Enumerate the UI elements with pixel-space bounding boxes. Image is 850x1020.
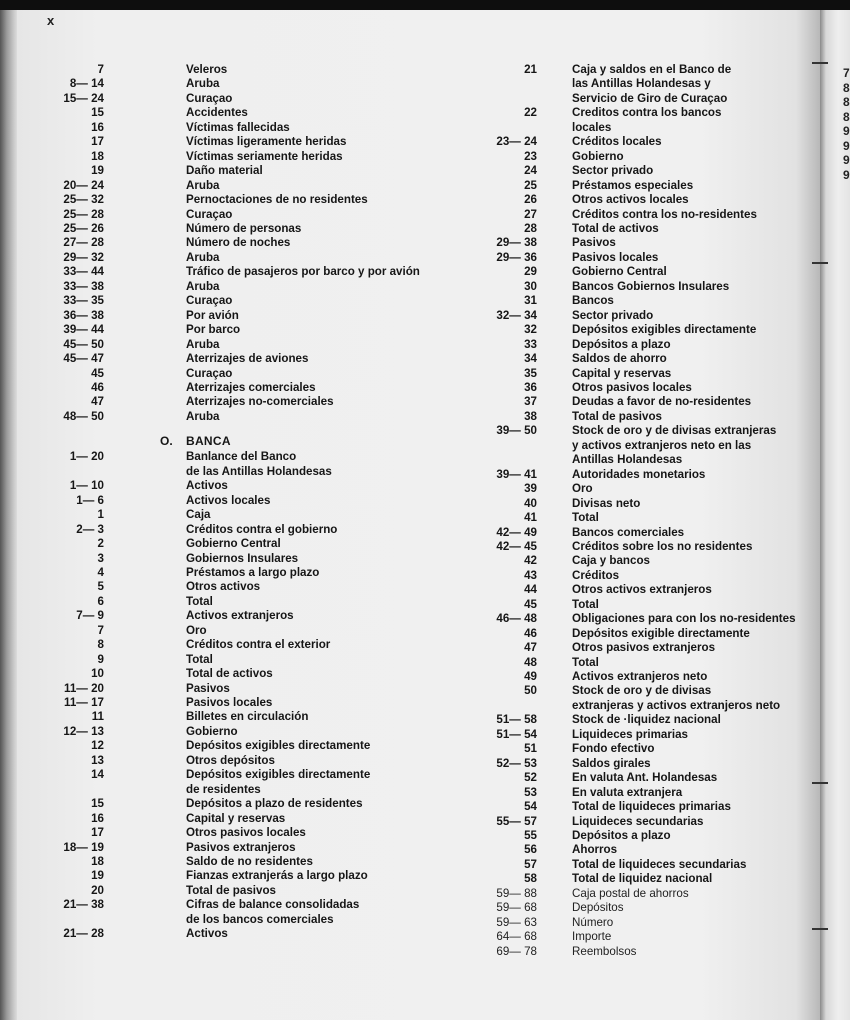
table-number: 30 <box>524 279 537 293</box>
table-number: 29— 38 <box>496 236 537 250</box>
table-number: 45 <box>524 597 537 611</box>
next-page-digit: 9 <box>843 153 850 167</box>
table-title: Aterrizajes no-comerciales <box>186 395 334 409</box>
table-title: Por avión <box>186 308 239 322</box>
table-number: 29— 32 <box>63 250 104 264</box>
table-number: 1— 20 <box>69 450 104 464</box>
table-title: Préstamos a largo plazo <box>186 565 320 579</box>
table-title: Pasivos extranjeros <box>186 840 296 854</box>
table-number: 6 <box>97 594 104 608</box>
table-title: Créditos contra el exterior <box>186 638 331 652</box>
table-number: 37 <box>524 395 537 409</box>
table-title: Total de activos <box>572 221 659 235</box>
table-number: 5 <box>97 580 104 594</box>
table-number: 9 <box>97 652 104 666</box>
table-title: Divisas neto <box>572 496 641 510</box>
table-number: 54 <box>524 800 537 814</box>
table-title: Total de liquidez nacional <box>572 872 713 886</box>
table-number: 32— 34 <box>496 308 537 322</box>
table-number: 27 <box>524 207 537 221</box>
table-title: Capital y reservas <box>186 811 286 825</box>
table-title: Depósitos exigibles directamente <box>572 323 757 337</box>
table-title: Total <box>572 655 599 669</box>
table-number: 11— 17 <box>64 696 104 710</box>
table-title: Víctimas ligeramente heridas <box>186 135 347 149</box>
table-title: Capital y reservas <box>572 366 672 380</box>
scan-top-border <box>0 0 850 10</box>
table-title: Caja y bancos <box>572 554 650 568</box>
table-title: En valuta extranjera <box>572 785 683 799</box>
table-number: 10 <box>91 667 104 681</box>
table-title: Aruba <box>186 77 220 91</box>
table-number: 23— 24 <box>496 135 537 149</box>
table-number: 51 <box>524 742 537 756</box>
table-number: 46— 48 <box>496 612 537 626</box>
table-title: Por barco <box>186 323 241 337</box>
table-title: Total <box>572 511 599 525</box>
table-number: 24 <box>524 164 537 178</box>
table-title: Oro <box>572 482 593 496</box>
table-number: 14 <box>91 768 104 782</box>
table-title: Importe <box>572 930 612 944</box>
table-number: 59— 63 <box>496 915 537 929</box>
table-number: 38 <box>524 409 537 423</box>
table-title: Total de pasivos <box>186 883 276 897</box>
table-number: 15— 24 <box>63 91 104 105</box>
table-number: 21— 38 <box>63 898 104 912</box>
section-title: BANCA <box>186 434 231 449</box>
table-number: 27— 28 <box>63 236 104 250</box>
table-number: 2— 3 <box>76 522 104 536</box>
book-edge <box>0 10 17 1020</box>
table-number: 12— 13 <box>63 724 104 738</box>
table-title: Créditos locales <box>572 135 662 149</box>
table-number: 25— 26 <box>63 221 104 235</box>
table-number: 8— 14 <box>69 77 104 91</box>
table-title: Accidentes <box>186 106 248 120</box>
table-number: 12 <box>91 739 104 753</box>
table-number: 32 <box>524 323 537 337</box>
table-number: 3 <box>97 551 104 565</box>
table-title: Caja <box>186 508 211 522</box>
table-title: Total <box>186 652 213 666</box>
table-number: 33— 38 <box>63 279 104 293</box>
table-title: Total de pasivos <box>572 409 662 423</box>
table-number: 28 <box>524 221 537 235</box>
table-title: Creditos contra los bancos <box>572 106 722 120</box>
table-number: 26 <box>524 193 537 207</box>
table-number: 48 <box>524 655 537 669</box>
table-number: 18 <box>91 855 104 869</box>
table-title: Activos locales <box>186 493 271 507</box>
next-page-digit: 8 <box>843 109 850 124</box>
table-title: Saldo de no residentes <box>186 855 313 869</box>
table-number: 44 <box>524 583 537 597</box>
table-title: Caja postal de ahorros <box>572 886 689 900</box>
table-title: Número de personas <box>186 221 302 235</box>
table-number: 42— 49 <box>496 525 537 539</box>
table-title: Sector privado <box>572 308 654 322</box>
table-title: Tráfico de pasajeros por barco y por avión <box>186 265 420 279</box>
table-number: 51— 58 <box>496 713 537 727</box>
table-title: Obligaciones para con los no-residentes <box>572 612 796 626</box>
table-number: 11 <box>91 710 104 724</box>
table-title: Pernoctaciones de no residentes <box>186 193 368 207</box>
table-number: 18 <box>91 149 104 163</box>
table-title: Créditos sobre los no residentes <box>572 539 753 553</box>
table-title: Activos extranjeros neto <box>572 670 708 684</box>
table-title: Otros depósitos <box>186 753 275 767</box>
table-title: Bancos <box>572 294 614 308</box>
table-title: Total <box>186 594 213 608</box>
table-number: 42— 45 <box>496 539 537 553</box>
table-title: Daño material <box>186 164 263 178</box>
table-number: 19 <box>91 869 104 883</box>
table-number: 25 <box>524 178 537 192</box>
table-number: 15 <box>91 106 104 120</box>
table-number: 59— 88 <box>496 886 537 900</box>
table-title: Curaçao <box>186 366 233 380</box>
next-page-digit: 9 <box>843 124 850 138</box>
table-title: Fianzas extranjerás a largo plazo <box>186 869 368 883</box>
table-number: 33— 44 <box>63 265 104 279</box>
table-title: de las Antillas Holandesas <box>186 464 332 478</box>
table-number: 39 <box>524 482 537 496</box>
table-title: Ahorros <box>572 843 618 857</box>
next-page-digit: 8 <box>843 80 850 95</box>
table-number: 20— 24 <box>63 178 104 192</box>
table-number: 47 <box>91 395 104 409</box>
binding-mark <box>812 928 828 930</box>
table-number: 1 <box>97 508 104 522</box>
table-title: Activos <box>186 927 228 941</box>
next-page-digit: 8 <box>843 95 850 109</box>
table-title: Saldos de ahorro <box>572 352 667 366</box>
table-title: Curaçao <box>186 294 233 308</box>
table-title: Total de liquideces primarias <box>572 800 731 814</box>
table-title: las Antillas Holandesas y <box>572 77 711 91</box>
table-number: 25— 28 <box>63 207 104 221</box>
table-title: Pasivos locales <box>572 250 659 264</box>
table-number: 45— 50 <box>63 337 104 351</box>
table-title: Gobierno <box>186 724 238 738</box>
table-title: extranjeras y activos extranjeros neto <box>572 698 781 712</box>
table-number: 34 <box>524 352 537 366</box>
table-number: 48— 50 <box>63 409 104 423</box>
binding-mark <box>812 262 828 264</box>
table-number: 17 <box>91 135 104 149</box>
table-number: 2 <box>97 537 104 551</box>
table-number: 25— 32 <box>63 193 104 207</box>
table-number: 55 <box>524 829 537 843</box>
table-number: 40 <box>524 496 537 510</box>
table-title: Liquideces secundarias <box>572 814 704 828</box>
table-title: Número de noches <box>186 236 291 250</box>
table-number: 50 <box>524 684 537 698</box>
table-title: Stock de oro y de divisas extranjeras <box>572 424 777 438</box>
table-title: Créditos contra los no-residentes <box>572 207 757 221</box>
table-title: Depósitos a plazo de residentes <box>186 797 363 811</box>
table-title: Número <box>572 915 614 929</box>
table-title: Total de liquideces secundarias <box>572 857 747 871</box>
table-title: Otros pasivos locales <box>572 380 692 394</box>
table-title: Gobierno Central <box>572 265 667 279</box>
table-title: Banlance del Banco <box>186 450 297 464</box>
table-title: Curaçao <box>186 91 233 105</box>
table-number: 45 <box>91 366 104 380</box>
table-title: Caja y saldos en el Banco de <box>572 63 732 76</box>
table-title: Total <box>572 597 599 611</box>
table-title: Pasivos <box>186 681 230 695</box>
table-number: 64— 68 <box>496 930 537 944</box>
table-title: Cifras de balance consolidadas <box>186 898 360 912</box>
table-title: Servicio de Giro de Curaçao <box>572 91 728 105</box>
table-number: 16 <box>91 811 104 825</box>
table-number: 7— 9 <box>76 609 104 623</box>
table-number: 23 <box>524 149 537 163</box>
table-number: 59— 68 <box>496 901 537 915</box>
table-number: 8 <box>97 638 104 652</box>
table-title: Activos <box>186 479 228 493</box>
table-title: Aruba <box>186 178 220 192</box>
table-title: Depósitos exigible directamente <box>572 626 750 640</box>
table-title: Depósitos a plazo <box>572 337 671 351</box>
table-number: 7 <box>97 63 104 76</box>
table-title: Otros activos <box>186 580 261 594</box>
table-number: 39— 50 <box>496 424 537 438</box>
table-number: 11— 20 <box>64 681 104 695</box>
table-number: 41 <box>524 511 537 525</box>
table-number: 52 <box>524 771 537 785</box>
table-title: locales <box>572 120 612 134</box>
table-number: 29— 36 <box>496 250 537 264</box>
table-title: Antillas Holandesas <box>572 453 683 467</box>
table-title: Aruba <box>186 337 220 351</box>
table-title: Reembolsos <box>572 944 637 958</box>
table-number: 46 <box>524 626 537 640</box>
table-title: Aruba <box>186 279 220 293</box>
table-title: Curaçao <box>186 207 233 221</box>
table-number: 29 <box>524 265 537 279</box>
table-number: 52— 53 <box>496 756 537 770</box>
table-title: En valuta Ant. Holandesas <box>572 771 718 785</box>
table-title: Créditos <box>572 568 620 582</box>
table-title: Sector privado <box>572 164 654 178</box>
table-number: 21— 28 <box>63 927 104 941</box>
table-title: Stock de ·liquidez nacional <box>572 713 721 727</box>
table-title: Stock de oro y de divisas <box>572 684 712 698</box>
binding-mark <box>812 62 828 64</box>
table-number: 13 <box>91 753 104 767</box>
page-number: x <box>47 13 55 28</box>
table-title: Depósitos a plazo <box>572 829 671 843</box>
table-title: y activos extranjeros neto en las <box>572 438 752 452</box>
table-title: Víctimas fallecidas <box>186 120 290 134</box>
table-number: 57 <box>524 857 537 871</box>
table-title: de residentes <box>186 782 261 796</box>
table-title: Gobierno <box>572 149 624 163</box>
next-page-digit: 7 <box>843 66 850 80</box>
table-number: 35 <box>524 366 537 380</box>
table-number: 36 <box>524 380 537 394</box>
table-title: Pasivos <box>572 236 616 250</box>
table-title: Aterrizajes comerciales <box>186 380 316 394</box>
table-number: 49 <box>524 670 537 684</box>
table-number: 7 <box>97 623 104 637</box>
table-title: Total de activos <box>186 667 273 681</box>
table-title: Créditos contra el gobierno <box>186 522 338 536</box>
table-title: Bancos comerciales <box>572 525 685 539</box>
table-number: 18— 19 <box>63 840 104 854</box>
table-number: 33— 35 <box>63 294 104 308</box>
table-number: 1— 6 <box>76 493 104 507</box>
table-title: Otros pasivos extranjeros <box>572 641 716 655</box>
table-number: 42 <box>524 554 537 568</box>
table-title: Aterrizajes de aviones <box>186 352 309 366</box>
table-number: 4 <box>97 565 104 579</box>
table-number: 19 <box>91 164 104 178</box>
table-title: Autoridades monetarios <box>572 467 706 481</box>
table-number: 69— 78 <box>496 944 537 958</box>
table-number: 20 <box>91 883 104 897</box>
table-number: 16 <box>91 120 104 134</box>
table-title: Fondo efectivo <box>572 742 655 756</box>
table-number: 51— 54 <box>496 727 537 741</box>
table-number: 1— 10 <box>69 479 104 493</box>
table-number: 39— 44 <box>63 323 104 337</box>
table-number: 21 <box>524 63 537 76</box>
table-number: 33 <box>524 337 537 351</box>
table-number: 56 <box>524 843 537 857</box>
table-title: de los bancos comerciales <box>186 912 334 926</box>
table-title: Veleros <box>186 63 228 76</box>
table-title: Otros activos locales <box>572 193 689 207</box>
table-title: Víctimas seriamente heridas <box>186 149 343 163</box>
table-title: Gobiernos Insulares <box>186 551 299 565</box>
table-title: Otros pasivos locales <box>186 826 306 840</box>
table-title: Otros activos extranjeros <box>572 583 712 597</box>
table-number: 53 <box>524 785 537 799</box>
table-title: Activos extranjeros <box>186 609 294 623</box>
table-number: 46 <box>91 380 104 394</box>
table-number: 55— 57 <box>496 814 537 828</box>
table-title: Préstamos especiales <box>572 178 694 192</box>
table-number: 31 <box>524 294 537 308</box>
table-title: Aruba <box>186 409 220 423</box>
table-number: 17 <box>91 826 104 840</box>
table-title: Depósitos exigibles directamente <box>186 739 371 753</box>
table-title: Billetes en circulación <box>186 710 309 724</box>
table-number: 45— 47 <box>63 352 104 366</box>
table-number: 47 <box>524 641 537 655</box>
next-page-digit: 9 <box>843 138 850 153</box>
table-number: 22 <box>524 106 537 120</box>
table-title: Oro <box>186 623 207 637</box>
table-title: Pasivos locales <box>186 696 273 710</box>
table-title: Saldos girales <box>572 756 651 770</box>
table-number: 58 <box>524 872 537 886</box>
table-title: Deudas a favor de no-residentes <box>572 395 752 409</box>
table-title: Depósitos <box>572 901 624 915</box>
table-title: Depósitos exigibles directamente <box>186 768 371 782</box>
table-title: Bancos Gobiernos Insulares <box>572 279 730 293</box>
section-letter: O. <box>160 434 173 449</box>
next-page-digit: 9 <box>843 167 850 182</box>
table-number: 15 <box>91 797 104 811</box>
table-number: 36— 38 <box>63 308 104 322</box>
binding-mark <box>812 782 828 784</box>
table-title: Liquideces primarias <box>572 727 688 741</box>
table-number: 43 <box>524 568 537 582</box>
table-title: Aruba <box>186 250 220 264</box>
table-title: Gobierno Central <box>186 537 281 551</box>
table-number: 39— 41 <box>496 467 537 481</box>
